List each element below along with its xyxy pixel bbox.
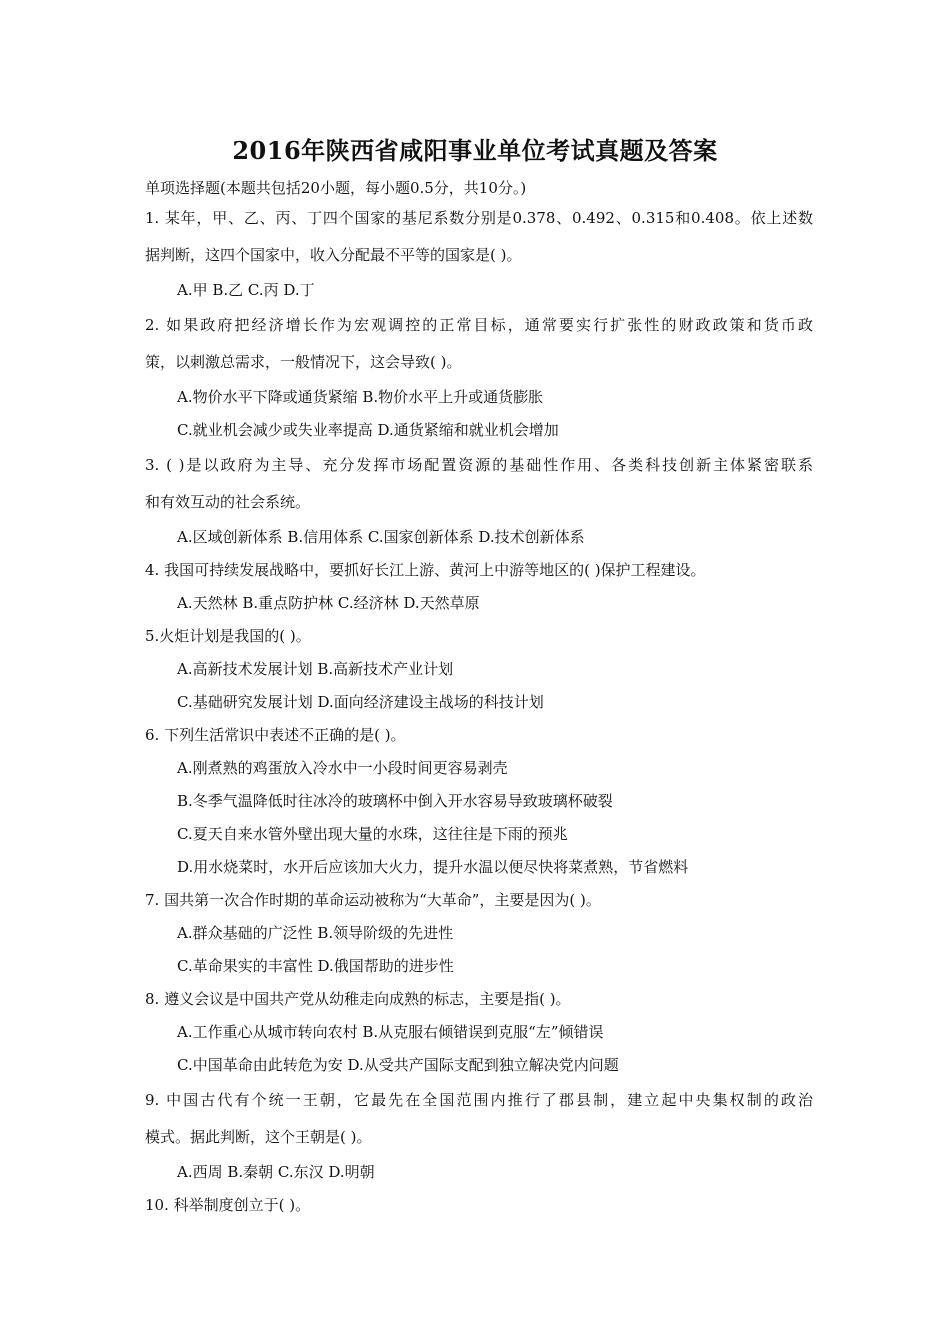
question-1-line-2: 据判断，这四个国家中，收入分配最不平等的国家是( )。 [145, 246, 522, 264]
question-2-options-ab: A.物价水平下降或通货紧缩 B.物价水平上升或通货膨胀 [177, 388, 544, 406]
question-8: 8. 遵义会议是中国共产党从幼稚走向成熟的标志，主要是指( )。 [145, 990, 571, 1008]
question-3-options: A.区域创新体系 B.信用体系 C.国家创新体系 D.技术创新体系 [177, 528, 585, 546]
question-1-options: A.甲 B.乙 C.丙 D.丁 [177, 281, 315, 299]
question-9-line-1: 9. 中国古代有个统一王朝，它最先在全国范围内推行了郡县制，建立起中央集权制的政治 [145, 1091, 813, 1109]
question-2-options-cd: C.就业机会减少或失业率提高 D.通货紧缩和就业机会增加 [177, 421, 559, 439]
question-list [145, 176, 813, 1222]
question-5-options-ab: A.高新技术发展计划 B.高新技术产业计划 [177, 660, 454, 678]
question-5: 5.火炬计划是我国的( )。 [145, 627, 311, 645]
question-3-line-1: 3. ( )是以政府为主导、充分发挥市场配置资源的基础性作用、各类科技创新主体紧密联系 [145, 456, 813, 474]
question-4: 4. 我国可持续发展战略中，要抓好长江上游、黄河上中游等地区的( )保护工程建设。 [145, 561, 706, 579]
question-9-options: A.西周 B.秦朝 C.东汉 D.明朝 [177, 1163, 375, 1181]
question-4-options: A.天然林 B.重点防护林 C.经济林 D.天然草原 [177, 594, 480, 612]
question-6-option-a: A.刚煮熟的鸡蛋放入冷水中一小段时间更容易剥壳 [177, 759, 508, 777]
question-8-options-cd: C.中国革命由此转危为安 D.从受共产国际支配到独立解决党内问题 [177, 1056, 619, 1074]
question-5-options-cd: C.基础研究发展计划 D.面向经济建设主战场的科技计划 [177, 693, 544, 711]
question-7: 7. 国共第一次合作时期的革命运动被称为“大革命”，主要是因为( )。 [145, 891, 601, 909]
question-7-options-ab: A.群众基础的广泛性 B.领导阶级的先进性 [177, 924, 454, 942]
question-10: 10. 科举制度创立于( )。 [145, 1196, 311, 1214]
section-intro: 单项选择题(本题共包括20小题，每小题0.5分，共10分。) [145, 179, 527, 197]
question-2-line-2: 策，以刺激总需求，一般情况下，这会导致( )。 [145, 353, 462, 371]
question-3-line-2: 和有效互动的社会系统。 [145, 493, 311, 511]
question-1-line-1: 1. 某年，甲、乙、丙、丁四个国家的基尼系数分别是0.378、0.492、0.315和0.408。依上述数 [145, 209, 813, 227]
question-6-option-c: C.夏天自来水管外壁出现大量的水珠，这往往是下雨的预兆 [177, 825, 568, 843]
question-7-options-cd: C.革命果实的丰富性 D.俄国帮助的进步性 [177, 957, 454, 975]
document-title: 2016年陕西省咸阳事业单位考试真题及答案 [232, 136, 718, 165]
question-6: 6. 下列生活常识中表述不正确的是( )。 [145, 726, 406, 744]
question-6-option-b: B.冬季气温降低时往冰冷的玻璃杯中倒入开水容易导致玻璃杯破裂 [177, 792, 613, 810]
question-6-option-d: D.用水烧菜时，水开后应该加大火力，提升水温以便尽快将菜煮熟，节省燃料 [177, 858, 689, 876]
question-8-options-ab: A.工作重心从城市转向农村 B.从克服右倾错误到克服“左”倾错误 [177, 1023, 604, 1041]
question-9-line-2: 模式。据此判断，这个王朝是( )。 [145, 1128, 372, 1146]
question-2-line-1: 2. 如果政府把经济增长作为宏观调控的正常目标，通常要实行扩张性的财政政策和货币政 [145, 316, 813, 334]
